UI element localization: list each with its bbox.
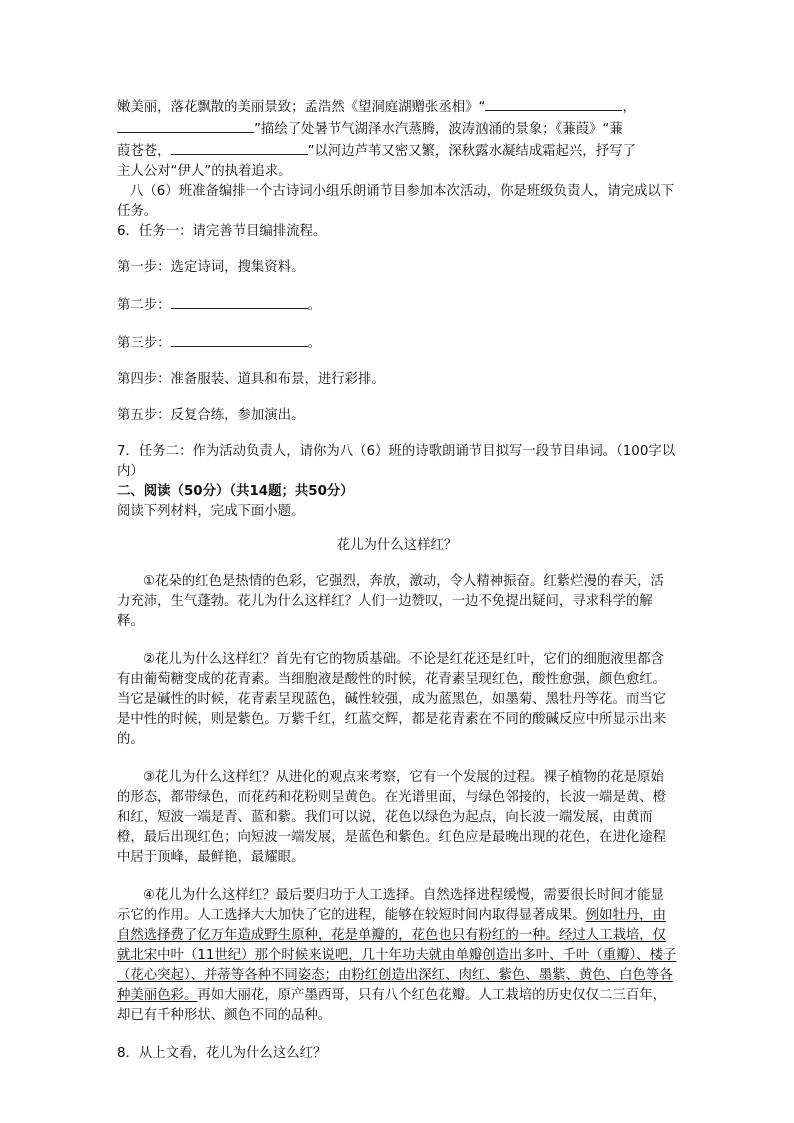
q7-text: 7．任务二：作为活动负责人，请你为八（6）班的诗歌朗诵节目拟写一段节目串词。（100字以内）	[117, 444, 676, 479]
document-page	[117, 96, 677, 1064]
top-line-1: 嫩美丽，落花飘散的美丽景致；孟浩然《望洞庭湖赠张丞相》“ ，	[117, 96, 677, 118]
q6-step5: 第五步：反复合练，参加演出。	[117, 408, 305, 423]
q6-title: 6．任务一：请完善节目编排流程。	[117, 224, 327, 239]
article-paragraph-1: ①花朵的红色是热情的色彩，它强烈，奔放，激动，令人精神振奋。红紫烂漫的春天，活力充沛，生气蓬勃。花儿为什么这样红？人们一边赞叹，一边不免提出疑问，寻求科学的解释。	[117, 574, 664, 629]
section2-instruction: 阅读下列材料，完成下面小题。	[117, 504, 305, 519]
article-paragraph-3: ③花儿为什么这样红？从进化的观点来考察，它有一个发展的过程。裸子植物的花是原始的形态，都带绿色，而花药和花粉则呈黄色。在光谱里面，与绿色邻接的，长波一端是黄、橙和红，短波一端是青、蓝和紫。我们可以说，花色以绿色为起点，向长波一端发展，由黄而橙，最后出现红色；向短波一端发展，是蓝色和紫色。红色应是最晚出现的花色，在进化途程中居于顶峰，最鲜艳，最耀眼。	[117, 770, 667, 865]
q8-text: 8．从上文看，花儿为什么这么红？	[117, 1046, 327, 1061]
top-line-3: 葭苍苍， ”以河边芦苇又密又繁，深秋露水凝结成霜起兴，抒写了	[117, 140, 677, 162]
step3-blank[interactable]	[171, 332, 308, 347]
answer-blank[interactable]	[485, 96, 622, 111]
intro-paragraph: 八（6）班准备编排一个古诗词小组乐朗诵节目参加本次活动，你是班级负责人，请完成以下任务。	[117, 184, 675, 219]
article-paragraph-2: ②花儿为什么这样红？首先有它的物质基础。不论是红花还是红叶，它们的细胞液里都含有由葡萄糖变成的花青素。当细胞液是酸性的时候，花青素呈现红色，酸性愈强，颜色愈红。当它是碱性的时候，花青素呈现蓝色，碱性较强，成为蓝黑色，如墨菊、黑牡丹等花。而当它是中性的时候，则是紫色。万紫千红，红蓝交辉，都是花青素在不同的酸碱反应中所显示出来的。	[117, 652, 667, 747]
answer-blank[interactable]	[117, 118, 254, 133]
q6-step4: 第四步：准备服装、道具和布景，进行彩排。	[117, 372, 385, 387]
article-paragraph-4: ④花儿为什么这样红？最后要归功于人工选择。自然选择进程缓慢，需要很长时间才能显示它的作用。人工选择大大加快了它的进程，能够在较短时间内取得显著成果。例如牡丹，由自然选择费了亿万年造成野生原种，花是单瓣的，花色也只有粉红的一种。经过人工栽培，仅就北宋中叶（11世纪）那个时候来说吧，几十年功夫就由单瓣创造出多叶、千叶（重瓣）、楼子（花心突起）、并蒂等各种不同姿态；由粉红创造出深红、肉红、紫色、墨紫、黄色、白色等各种美丽色彩。再如大丽花，原产墨西哥，只有八个红色花瓣。人工栽培的历史仅仅二三百年，却已有千种形状、颜色不同的品种。	[117, 888, 677, 1023]
q6-step3: 第三步： 。	[117, 332, 677, 354]
top-line-4: 主人公对“伊人”的执着追求。	[117, 164, 292, 179]
underlined-passage: 例如牡丹，由自然选择费了亿万年造成野生原种，花是单瓣的，花色也只有粉红的一种。经过人工栽培，仅就北宋中叶（11世纪）那个时候来说吧，几十年功夫就由单瓣创造出多叶、千叶（重瓣）、楼子（花心突起）、并蒂等各种不同姿态；由粉红创造出深红、肉红、紫色、墨紫、黄色、白色等各种美丽色彩。	[117, 908, 677, 1003]
q6-step2: 第二步： 。	[117, 294, 677, 316]
top-line-2: ”描绘了处暑节气湖泽水汽蒸腾，波涛汹涌的景象；《蒹葭》“蒹	[117, 118, 677, 140]
answer-blank[interactable]	[171, 140, 308, 155]
q6-step1: 第一步：选定诗词，搜集资料。	[117, 260, 305, 275]
article-title: 花儿为什么这样红？	[336, 538, 458, 553]
step2-blank[interactable]	[171, 294, 308, 309]
section2-heading: 二、阅读（50分）（共14题；共50分）	[117, 484, 354, 499]
